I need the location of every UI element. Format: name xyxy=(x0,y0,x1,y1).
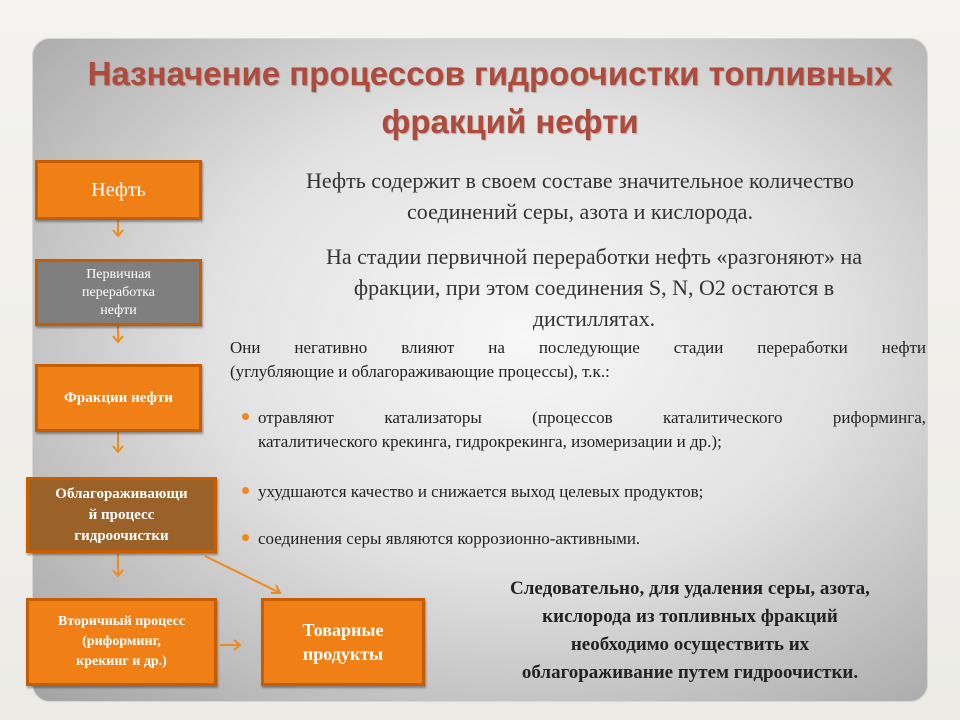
title-line-1: Назначение процессов гидроочистки топливных xyxy=(87,55,893,92)
box-secondary-line-1: Вторичный процесс xyxy=(57,614,186,629)
p3-line-2: (углубляющие и облагораживающие процессы), т.к.: xyxy=(230,362,610,381)
p1-line-2: соединений серы, азота и кислорода. xyxy=(407,199,753,224)
conclusion-line-2: кислорода из топливных фракций xyxy=(542,606,838,627)
conclusion-line-1: Следовательно, для удаления серы, азота, xyxy=(510,578,870,599)
title-line-2: фракций нефти xyxy=(381,103,639,140)
box-hydrotreating-line-2: й процесс xyxy=(88,506,155,523)
paragraph-primary-stage xyxy=(258,241,930,334)
p2-line-2: фракции, при этом соединения S, N, O2 остаются в xyxy=(353,275,835,300)
box-crude-oil-label: Нефть xyxy=(91,178,146,201)
bullet-1-line-1: отравляют катализаторы (процессов каталитического риформинга, xyxy=(258,408,926,427)
box-hydrotreating-line-1: Облагораживающи xyxy=(55,485,188,502)
box-secondary-line-2: (риформинг, xyxy=(82,634,161,649)
box-secondary-process xyxy=(26,598,217,686)
box-crude-oil xyxy=(35,160,202,220)
bullet-1-line-2: каталитического крекинга, гидрокрекинга, изомеризации и др.); xyxy=(258,432,722,451)
bullet-2-text: ухудшаются качество и снижается выход целевых продуктов; xyxy=(258,482,704,501)
bullet-dot-icon xyxy=(242,413,249,420)
p3-line-1: Они негативно влияют на последующие стадии переработки нефти xyxy=(230,338,926,357)
box-products-line-2: продукты xyxy=(302,644,384,664)
box-primary-processing xyxy=(35,259,202,326)
bullet-3-text: соединения серы являются коррозионно-активными. xyxy=(258,529,641,548)
paragraph-negative-impact xyxy=(230,336,926,384)
box-hydrotreating xyxy=(26,477,217,553)
bullet-dot-icon xyxy=(242,534,249,541)
box-primary-line-1: Первичная xyxy=(86,266,151,282)
box-fractions-label: Фракции нефти xyxy=(64,389,173,406)
p1-line-1: Нефть содержит в своем составе значительное количество xyxy=(305,168,854,193)
conclusion-text xyxy=(440,575,940,687)
conclusion-line-3: необходимо осуществить их xyxy=(570,634,810,655)
box-oil-fractions xyxy=(35,364,202,432)
arrow-upgrading-to-products xyxy=(205,556,280,593)
box-secondary-line-3: крекинг и др.) xyxy=(76,654,167,669)
box-products-line-1: Товарные xyxy=(302,620,384,640)
box-primary-line-2: переработка xyxy=(82,284,155,300)
box-primary-line-3: нефти xyxy=(100,302,137,318)
conclusion-line-4: облагораживание путем гидроочистки. xyxy=(521,662,859,683)
paragraph-oil-composition xyxy=(230,165,930,227)
box-hydrotreating-line-3: гидроочистки xyxy=(74,527,169,544)
box-commercial-products xyxy=(261,598,425,686)
p2-line-1: На стадии первичной переработки нефть «разгоняют» на xyxy=(326,244,862,269)
p2-line-3: дистиллятах. xyxy=(532,306,656,331)
bullet-dot-icon xyxy=(242,487,249,494)
